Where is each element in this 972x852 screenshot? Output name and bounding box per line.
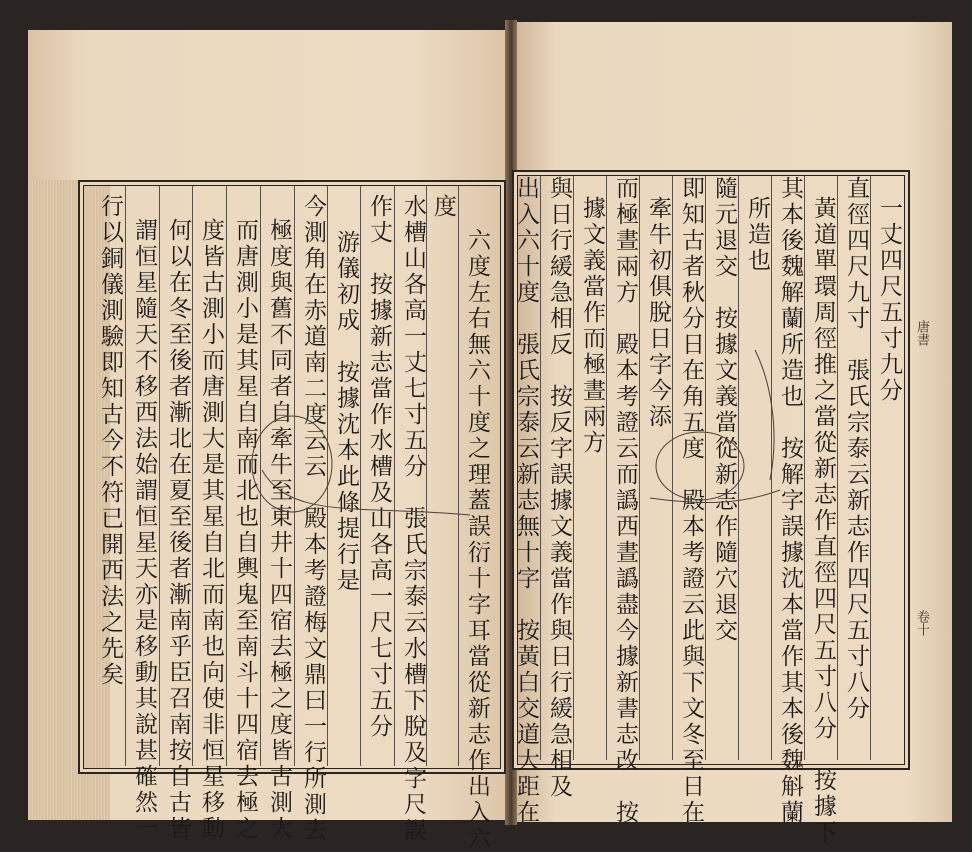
right-col-10: 據文義當作而極晝兩方 bbox=[579, 196, 605, 456]
margin-volume: 卷十 bbox=[914, 610, 929, 636]
left-col-2: 度 bbox=[430, 194, 456, 220]
right-col-3: 黃道單環周徑推之當從新志作直徑四尺五寸八分 按據下 bbox=[810, 196, 836, 846]
left-col-6: 今測角在赤道南二度云云 殿本考證梅文鼎曰一行所測去 bbox=[300, 194, 326, 844]
left-col-3: 水槽山各高一丈七寸五分 張氏宗泰云水槽下脫及字尺誤 bbox=[400, 194, 426, 844]
right-col-1: 一丈四尺五寸九分 bbox=[876, 196, 902, 404]
left-col-9: 度皆古測小而唐測大是其星自北而南也向使非恒星移動 bbox=[198, 218, 224, 842]
left-col-12: 行以銅儀測驗即知古今不符已開西法之先矣 bbox=[97, 194, 123, 688]
margin-title: 唐書 bbox=[914, 320, 929, 346]
pencil-line bbox=[755, 350, 774, 480]
right-col-5: 所造也 bbox=[744, 196, 770, 274]
right-col-6: 隨元退交 按據文義當從新志作隨穴退交 bbox=[711, 176, 737, 644]
right-col-4: 其本後魏解蘭所造也 按解字誤據沈本當作其本後魏斛蘭 bbox=[777, 176, 803, 826]
left-col-5: 游儀初成 按據沈本此條提行是 bbox=[333, 230, 359, 594]
right-col-7: 即知古者秋分日在角五度 殿本考證云此與下文冬至日在 bbox=[678, 176, 704, 826]
pencil-line bbox=[262, 470, 470, 515]
left-col-10: 何以在冬至後者漸北在夏至後者漸南乎臣召南按自古皆 bbox=[165, 218, 191, 842]
left-col-11: 謂恒星隨天不移西法始謂恒星天亦是移動其說甚確然一 bbox=[131, 218, 157, 842]
left-col-8: 而唐測小是其星自南而北也自輿鬼至南斗十四宿去極之 bbox=[232, 218, 258, 842]
right-col-11: 與日行緩急相反 按反字誤據文義當作與日行緩急相及 bbox=[546, 176, 572, 800]
left-col-1: 六度左右無六十度之理蓋誤衍十字耳當從新志作出入六 bbox=[464, 228, 490, 852]
right-col-9: 而極晝兩方 殿本考證云而譌西晝譌盡今據新書志改 按 bbox=[612, 176, 638, 826]
right-col-8: 牽牛初俱脫日字今添 bbox=[645, 196, 671, 430]
left-col-4: 作丈 按據新志當作水槽及山各高一尺七寸五分 bbox=[366, 194, 392, 740]
pencil-line bbox=[650, 490, 780, 503]
right-col-2: 直徑四尺九寸 張氏宗泰云新志作四尺五寸八分 bbox=[843, 176, 869, 722]
left-col-7: 極度與舊不同者自牽牛至東井十四宿去極之度皆古測大 bbox=[266, 218, 292, 842]
right-col-12: 出入六十度 張氏宗泰云新志無十字 按黃白交道大距在 bbox=[513, 176, 539, 826]
pencil-circle bbox=[656, 432, 744, 500]
